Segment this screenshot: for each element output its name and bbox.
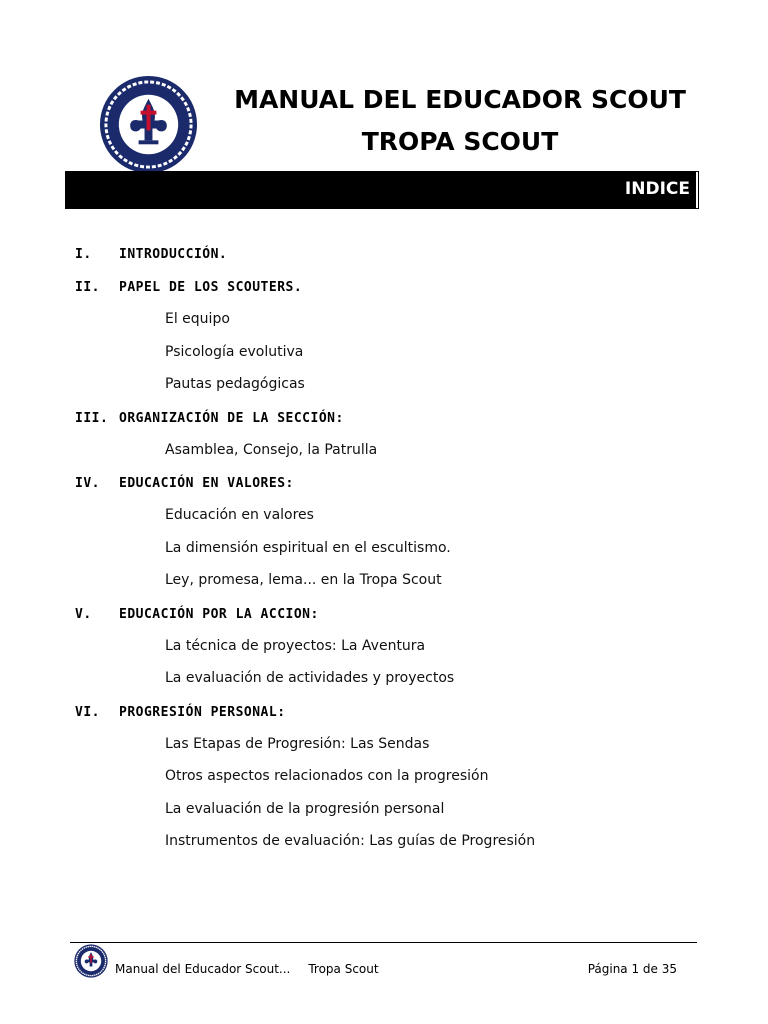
footer-page-number: Página 1 de 35 — [587, 962, 677, 976]
toc-subsection-item: Psicología evolutiva — [165, 343, 304, 360]
toc-section-title: PAPEL DE LOS SCOUTERS. — [119, 280, 303, 295]
footer-emblem-logo — [74, 944, 108, 978]
toc-section-number: VI. — [75, 704, 100, 720]
toc-section-title: EDUCACIÓN EN VALORES: — [119, 476, 294, 491]
footer-doc-title: Manual del Educador Scout... — [115, 962, 291, 976]
toc-section-title: PROGRESIÓN PERSONAL: — [119, 704, 286, 720]
footer-document-name — [115, 962, 379, 976]
footer-divider — [70, 942, 697, 943]
index-label: INDICE — [624, 179, 690, 199]
toc-subsection-item: Educación en valores — [165, 507, 314, 523]
toc-subsection-item: Otros aspectos relacionados con la progresión — [165, 768, 489, 784]
toc-subsection-item: Pautas pedagógicas — [165, 376, 305, 392]
index-header-bar — [66, 172, 698, 208]
toc-subsection-item: Instrumentos de evaluación: Las guías de Progresión — [165, 833, 536, 849]
toc-section-title: EDUCACIÓN POR LA ACCION: — [119, 606, 319, 622]
toc-section-number: III. — [75, 410, 109, 426]
toc-section-number: II. — [75, 280, 100, 295]
toc-subsection-item: La evaluación de actividades y proyectos — [165, 670, 455, 686]
document-title: MANUAL DEL EDUCADOR SCOUT — [234, 85, 686, 114]
toc-section-number: IV. — [75, 476, 100, 491]
toc-subsection-item: Asamblea, Consejo, la Patrulla — [165, 441, 378, 458]
toc-subsection-item: Ley, promesa, lema... en la Tropa Scout — [165, 572, 442, 588]
footer-section: Tropa Scout — [308, 962, 379, 976]
toc-section-title: ORGANIZACIÓN DE LA SECCIÓN: — [119, 410, 344, 426]
toc-subsection-item: La técnica de proyectos: La Aventura — [165, 637, 426, 654]
toc-subsection-item: La dimensión espiritual en el escultismo. — [165, 539, 451, 556]
toc-section-number: V. — [75, 606, 92, 622]
toc-section-title: INTRODUCCIÓN. — [119, 247, 228, 262]
document-subtitle: TROPA SCOUT — [361, 127, 559, 156]
toc-subsection-item: Las Etapas de Progresión: Las Sendas — [165, 735, 430, 752]
toc-section-number: I. — [75, 247, 92, 262]
toc-subsection-item: La evaluación de la progresión personal — [165, 800, 445, 817]
toc-subsection-item: El equipo — [165, 311, 230, 327]
